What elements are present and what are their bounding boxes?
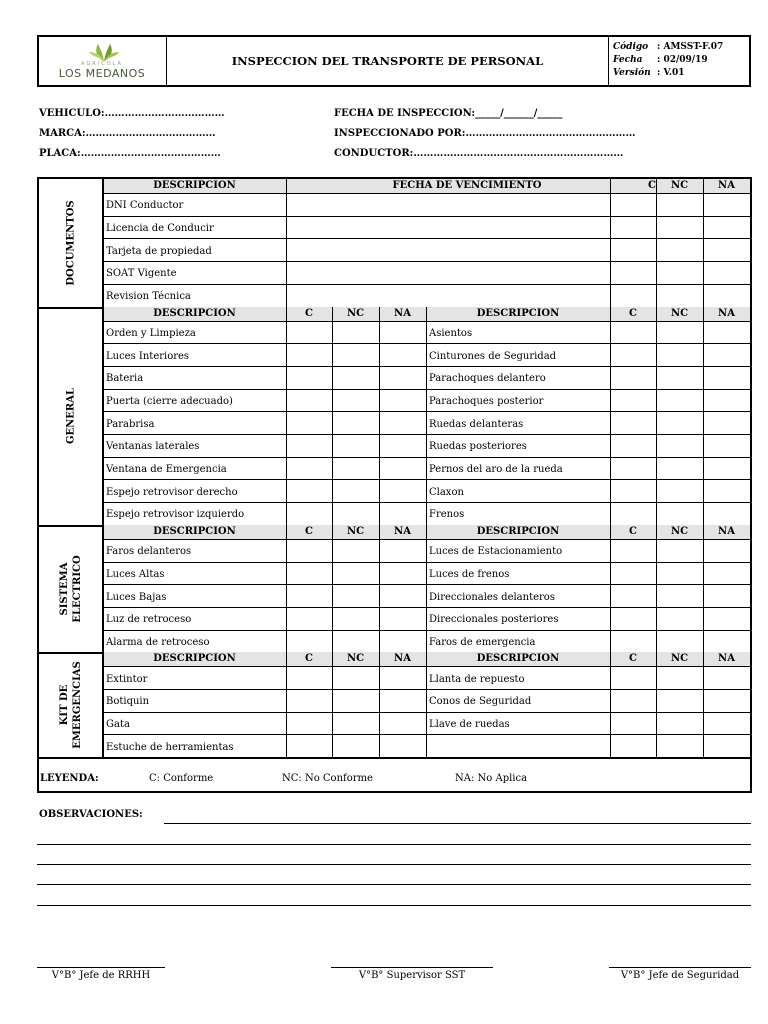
header-descripcion: DESCRIPCION xyxy=(153,653,236,665)
check-na[interactable] xyxy=(379,584,426,607)
check-na[interactable] xyxy=(379,343,426,366)
section-kit-emergencias-label-line: KIT DE xyxy=(59,684,70,725)
header-na: NA xyxy=(718,653,735,665)
check-na[interactable] xyxy=(379,539,426,562)
check-c[interactable] xyxy=(286,434,332,457)
header-na: NA xyxy=(394,653,411,665)
observaciones-label: OBSERVACIONES: xyxy=(39,809,143,820)
section-sistema-electrico-item: Direccionales posteriores xyxy=(429,614,559,626)
check-nc[interactable] xyxy=(332,584,379,607)
section-general-item: Cinturones de Seguridad xyxy=(429,350,557,362)
section-general-item: Puerta (cierre adecuado) xyxy=(106,395,233,407)
check-na[interactable] xyxy=(703,411,750,434)
leaf-logo-icon xyxy=(89,42,119,62)
check-na[interactable] xyxy=(703,539,750,562)
section-general-item: Bateria xyxy=(106,373,144,385)
header-descripcion: DESCRIPCION xyxy=(153,307,236,319)
check-c[interactable] xyxy=(286,366,332,389)
check-c[interactable] xyxy=(610,689,656,712)
header-na: NA xyxy=(718,180,735,191)
observation-line[interactable] xyxy=(164,823,751,824)
check-na[interactable] xyxy=(703,193,750,216)
column-divider xyxy=(286,307,287,525)
check-nc[interactable] xyxy=(656,539,703,562)
column-divider xyxy=(426,652,427,757)
check-na[interactable] xyxy=(379,666,426,689)
column-divider xyxy=(103,652,104,757)
section-sistema-electrico-label-line: SISTEMA xyxy=(59,562,70,616)
check-nc[interactable] xyxy=(332,562,379,585)
header-descripcion: DESCRIPCION xyxy=(153,180,236,191)
placa-field[interactable]: PLACA:…………………………………… xyxy=(39,148,221,159)
check-na[interactable] xyxy=(379,607,426,630)
documento-item: DNI Conductor xyxy=(106,200,184,212)
check-c[interactable] xyxy=(286,321,332,344)
check-na[interactable] xyxy=(379,689,426,712)
check-na[interactable] xyxy=(703,479,750,502)
check-na[interactable] xyxy=(703,216,750,239)
column-divider xyxy=(103,179,104,307)
check-c[interactable] xyxy=(610,630,656,653)
check-na[interactable] xyxy=(703,321,750,344)
header-na: NA xyxy=(718,307,735,319)
column-divider xyxy=(103,307,104,525)
fecha-inspeccion-field[interactable]: FECHA DE INSPECCION:_____/______/_____ xyxy=(334,108,563,119)
check-c[interactable] xyxy=(286,343,332,366)
fecha-vencimiento-input[interactable] xyxy=(286,238,610,261)
check-na[interactable] xyxy=(703,734,750,757)
signature-line-rrhh[interactable] xyxy=(37,967,165,968)
observation-line[interactable] xyxy=(37,905,751,906)
column-divider xyxy=(379,525,380,653)
check-na[interactable] xyxy=(703,238,750,261)
check-nc[interactable] xyxy=(656,630,703,653)
check-na[interactable] xyxy=(703,689,750,712)
check-nc[interactable] xyxy=(656,216,703,239)
check-nc[interactable] xyxy=(332,366,379,389)
company-logo xyxy=(39,37,167,85)
section-kit-emergencias-label-line: EMERGENCIAS xyxy=(72,660,83,749)
column-divider xyxy=(332,307,333,525)
column-divider xyxy=(332,652,333,757)
header-c: C xyxy=(648,180,656,191)
header-c: C xyxy=(305,307,313,319)
fecha-vencimiento-input[interactable] xyxy=(286,261,610,284)
column-divider xyxy=(286,652,287,757)
section-general-item: Pernos del aro de la rueda xyxy=(429,464,563,476)
check-nc[interactable] xyxy=(656,321,703,344)
header-fecha-vencimiento: FECHA DE VENCIMIENTO xyxy=(392,180,542,191)
check-nc[interactable] xyxy=(656,238,703,261)
section-sistema-electrico-label-line: ELECTRICO xyxy=(72,554,83,623)
check-nc[interactable] xyxy=(656,712,703,735)
legend-no-conforme: NC: No Conforme xyxy=(282,773,373,784)
header-descripcion: DESCRIPCION xyxy=(476,525,560,537)
section-documentos xyxy=(39,179,103,307)
section-kit-emergencias-item: Llave de ruedas xyxy=(429,719,510,731)
check-nc[interactable] xyxy=(656,193,703,216)
section-kit-emergencias-item: Estuche de herramientas xyxy=(106,741,234,753)
check-nc[interactable] xyxy=(656,502,703,525)
header-c: C xyxy=(629,525,637,537)
check-nc[interactable] xyxy=(332,607,379,630)
version-value: : V.01 xyxy=(657,68,685,78)
column-divider xyxy=(703,179,704,307)
section-sistema-electrico-item: Luces Bajas xyxy=(106,591,167,603)
section-sistema-electrico-item: Luces de frenos xyxy=(429,568,510,580)
header-nc: NC xyxy=(346,525,365,537)
section-sistema-electrico-item: Alarma de retroceso xyxy=(106,636,210,648)
check-c[interactable] xyxy=(610,193,656,216)
column-divider xyxy=(103,525,104,653)
column-divider xyxy=(656,525,657,653)
header-nc: NC xyxy=(670,307,689,319)
header-nc: NC xyxy=(670,653,689,665)
check-c[interactable] xyxy=(286,479,332,502)
header-na: NA xyxy=(394,525,411,537)
header-nc: NC xyxy=(346,653,365,665)
section-general-item: Orden y Limpieza xyxy=(106,327,196,339)
section-kit-emergencias-item: Botiquin xyxy=(106,696,150,708)
check-nc[interactable] xyxy=(332,689,379,712)
check-na[interactable] xyxy=(703,562,750,585)
check-nc[interactable] xyxy=(332,343,379,366)
check-c[interactable] xyxy=(286,411,332,434)
header-descripcion: DESCRIPCION xyxy=(476,653,560,665)
check-na[interactable] xyxy=(703,607,750,630)
header-c: C xyxy=(305,525,313,537)
check-c[interactable] xyxy=(610,434,656,457)
check-nc[interactable] xyxy=(332,502,379,525)
documento-item: Licencia de Conducir xyxy=(106,223,214,235)
documento-item: Tarjeta de propiedad xyxy=(106,245,212,257)
check-c[interactable] xyxy=(286,389,332,412)
documento-item: SOAT Vigente xyxy=(106,268,177,280)
section-sistema-electrico-item: Faros delanteros xyxy=(106,546,192,558)
check-nc[interactable] xyxy=(656,434,703,457)
check-nc[interactable] xyxy=(656,343,703,366)
check-c[interactable] xyxy=(610,411,656,434)
legend-row xyxy=(37,768,752,793)
section-sistema-electrico-item: Direccionales delanteros xyxy=(429,591,555,603)
check-c[interactable] xyxy=(286,584,332,607)
signature-line-seguridad[interactable] xyxy=(609,967,751,968)
section-general-item: Parachoques posterior xyxy=(429,395,544,407)
check-na[interactable] xyxy=(703,502,750,525)
signature-sst: V°B° Supervisor SST xyxy=(358,970,466,981)
check-nc[interactable] xyxy=(656,261,703,284)
check-c[interactable] xyxy=(286,562,332,585)
check-na[interactable] xyxy=(703,712,750,735)
check-nc[interactable] xyxy=(332,411,379,434)
check-na[interactable] xyxy=(379,712,426,735)
check-nc[interactable] xyxy=(332,434,379,457)
section-sistema-electrico-item: Luces Altas xyxy=(106,568,165,580)
section-documentos-label-line: DOCUMENTOS xyxy=(65,200,77,286)
section-general-item: Espejo retrovisor derecho xyxy=(106,486,238,498)
check-nc[interactable] xyxy=(332,479,379,502)
check-c[interactable] xyxy=(610,343,656,366)
section-sistema-electrico-item: Faros de emergencia xyxy=(429,636,536,648)
marca-field[interactable]: MARCA:………………………………… xyxy=(39,128,216,139)
check-nc[interactable] xyxy=(656,366,703,389)
check-c[interactable] xyxy=(610,584,656,607)
check-nc[interactable] xyxy=(332,389,379,412)
section-documentos-label xyxy=(65,200,78,285)
check-c[interactable] xyxy=(286,607,332,630)
check-na[interactable] xyxy=(703,261,750,284)
check-c[interactable] xyxy=(610,457,656,480)
column-divider xyxy=(379,652,380,757)
check-na[interactable] xyxy=(379,562,426,585)
check-c[interactable] xyxy=(286,734,332,757)
check-na[interactable] xyxy=(379,321,426,344)
section-general-item: Asientos xyxy=(429,327,473,339)
legend-no-aplica: NA: No Aplica xyxy=(455,773,528,784)
section-general-label-line: GENERAL xyxy=(65,387,77,444)
column-divider xyxy=(286,179,287,307)
check-nc[interactable] xyxy=(656,562,703,585)
signature-rrhh: V°B° Jefe de RRHH xyxy=(51,970,151,981)
header-nc: NC xyxy=(670,180,689,191)
vehiculo-field[interactable]: VEHICULO:……………………………… xyxy=(39,108,225,119)
check-na[interactable] xyxy=(703,584,750,607)
section-general-item: Frenos xyxy=(429,509,465,521)
check-c[interactable] xyxy=(610,502,656,525)
check-nc[interactable] xyxy=(332,321,379,344)
check-c[interactable] xyxy=(286,712,332,735)
section-general-item: Parabrisa xyxy=(106,418,155,430)
check-c[interactable] xyxy=(610,389,656,412)
version-label: Versión xyxy=(613,68,651,78)
documento-item: Revision Técnica xyxy=(106,291,191,303)
column-divider xyxy=(703,307,704,525)
column-divider xyxy=(610,179,611,307)
check-na[interactable] xyxy=(703,434,750,457)
check-na[interactable] xyxy=(703,630,750,653)
section-kit-emergencias-item: Extintor xyxy=(106,673,148,685)
column-divider xyxy=(286,525,287,653)
check-c[interactable] xyxy=(610,666,656,689)
section-general-item: Ventanas laterales xyxy=(106,441,200,453)
check-c[interactable] xyxy=(610,607,656,630)
check-nc[interactable] xyxy=(656,734,703,757)
fecha-label: Fecha xyxy=(613,55,643,65)
header-c: C xyxy=(629,653,637,665)
check-na[interactable] xyxy=(379,479,426,502)
section-general xyxy=(39,307,103,525)
check-na[interactable] xyxy=(379,630,426,653)
codigo-label: Código xyxy=(613,42,649,52)
fecha-value: : 02/09/19 xyxy=(657,55,708,65)
section-kit-emergencias-label xyxy=(58,661,84,749)
check-nc[interactable] xyxy=(656,479,703,502)
section-kit-emergencias-item: Llanta de repuesto xyxy=(429,673,525,685)
check-c[interactable] xyxy=(610,712,656,735)
section-kit-emergencias-item: Gata xyxy=(106,719,130,731)
check-na[interactable] xyxy=(379,411,426,434)
check-nc[interactable] xyxy=(656,607,703,630)
check-c[interactable] xyxy=(610,216,656,239)
legend-conforme: C: Conforme xyxy=(149,773,214,784)
check-na[interactable] xyxy=(703,389,750,412)
inspection-table xyxy=(37,177,752,793)
section-kit-emergencias xyxy=(39,652,103,757)
section-general-item: Ventana de Emergencia xyxy=(106,464,227,476)
check-nc[interactable] xyxy=(332,630,379,653)
header-nc: NC xyxy=(670,525,689,537)
check-na[interactable] xyxy=(379,457,426,480)
legend-label: LEYENDA: xyxy=(40,773,99,784)
check-c[interactable] xyxy=(610,366,656,389)
check-nc[interactable] xyxy=(656,666,703,689)
column-divider xyxy=(426,307,427,525)
check-nc[interactable] xyxy=(656,457,703,480)
header-na: NA xyxy=(394,307,411,319)
check-c[interactable] xyxy=(286,630,332,653)
codigo-value: : AMSST-F.07 xyxy=(657,42,724,52)
row-divider xyxy=(39,757,750,759)
header-c: C xyxy=(629,307,637,319)
check-c[interactable] xyxy=(286,457,332,480)
header-c: C xyxy=(305,653,313,665)
check-na[interactable] xyxy=(703,457,750,480)
section-sistema-electrico-item: Luz de retroceso xyxy=(106,614,192,626)
column-divider xyxy=(656,179,657,307)
section-sistema-electrico-label xyxy=(58,555,84,622)
check-nc[interactable] xyxy=(656,284,703,307)
header-descripcion: DESCRIPCION xyxy=(476,307,560,319)
check-c[interactable] xyxy=(610,238,656,261)
check-nc[interactable] xyxy=(332,457,379,480)
section-general-item: Parachoques delantero xyxy=(429,373,546,385)
check-nc[interactable] xyxy=(656,411,703,434)
check-c[interactable] xyxy=(610,321,656,344)
check-nc[interactable] xyxy=(332,539,379,562)
inspeccionado-por-field[interactable]: INSPECCIONADO POR:…………………………………………… xyxy=(334,128,636,139)
section-general-label xyxy=(65,388,78,444)
check-na[interactable] xyxy=(379,389,426,412)
observation-line[interactable] xyxy=(37,844,751,845)
logo-text: LOS MEDANOS xyxy=(58,67,146,80)
logo-subtext: AGRICOLA xyxy=(81,61,123,67)
check-na[interactable] xyxy=(379,502,426,525)
observation-line[interactable] xyxy=(37,884,751,885)
observation-line[interactable] xyxy=(37,864,751,865)
section-kit-emergencias-item: Conos de Seguridad xyxy=(429,696,532,708)
fecha-vencimiento-input[interactable] xyxy=(286,284,610,307)
check-nc[interactable] xyxy=(656,389,703,412)
check-na[interactable] xyxy=(379,734,426,757)
column-divider xyxy=(426,525,427,653)
header-na: NA xyxy=(718,525,735,537)
column-divider xyxy=(703,652,704,757)
check-nc[interactable] xyxy=(332,712,379,735)
check-na[interactable] xyxy=(379,434,426,457)
conductor-field[interactable]: CONDUCTOR:……………………………………………………… xyxy=(334,148,624,159)
document-metadata xyxy=(613,41,753,80)
section-sistema-electrico xyxy=(39,525,103,653)
check-c[interactable] xyxy=(610,284,656,307)
section-general-item: Espejo retrovisor izquierdo xyxy=(106,509,245,521)
check-na[interactable] xyxy=(379,366,426,389)
check-na[interactable] xyxy=(703,366,750,389)
check-c[interactable] xyxy=(610,734,656,757)
check-c[interactable] xyxy=(286,539,332,562)
header-nc: NC xyxy=(346,307,365,319)
section-general-item: Ruedas posteriores xyxy=(429,441,527,453)
check-c[interactable] xyxy=(286,502,332,525)
signature-seguridad: V°B° Jefe de Seguridad xyxy=(620,970,740,981)
column-divider xyxy=(332,525,333,653)
check-c[interactable] xyxy=(610,261,656,284)
check-c[interactable] xyxy=(610,562,656,585)
check-na[interactable] xyxy=(703,343,750,366)
check-na[interactable] xyxy=(703,284,750,307)
check-nc[interactable] xyxy=(332,666,379,689)
signature-line-sst[interactable] xyxy=(331,967,493,968)
column-divider xyxy=(610,307,611,525)
section-general-item: Claxon xyxy=(429,486,464,498)
fecha-vencimiento-input[interactable] xyxy=(286,193,610,216)
section-general-item: Ruedas delanteras xyxy=(429,418,524,430)
check-na[interactable] xyxy=(703,666,750,689)
check-nc[interactable] xyxy=(656,584,703,607)
check-c[interactable] xyxy=(286,666,332,689)
document-header xyxy=(37,35,751,87)
check-nc[interactable] xyxy=(656,689,703,712)
column-divider xyxy=(703,525,704,653)
column-divider xyxy=(610,525,611,653)
check-c[interactable] xyxy=(610,479,656,502)
check-c[interactable] xyxy=(610,539,656,562)
column-divider xyxy=(610,652,611,757)
fecha-vencimiento-input[interactable] xyxy=(286,216,610,239)
section-general-item: Luces Interiores xyxy=(106,350,190,362)
section-sistema-electrico-item: Luces de Estacionamiento xyxy=(429,546,563,558)
document-title: INSPECCION DEL TRANSPORTE DE PERSONAL xyxy=(167,37,609,85)
header-descripcion: DESCRIPCION xyxy=(153,525,236,537)
check-c[interactable] xyxy=(286,689,332,712)
column-divider xyxy=(656,307,657,525)
column-divider xyxy=(379,307,380,525)
column-divider xyxy=(656,652,657,757)
check-nc[interactable] xyxy=(332,734,379,757)
